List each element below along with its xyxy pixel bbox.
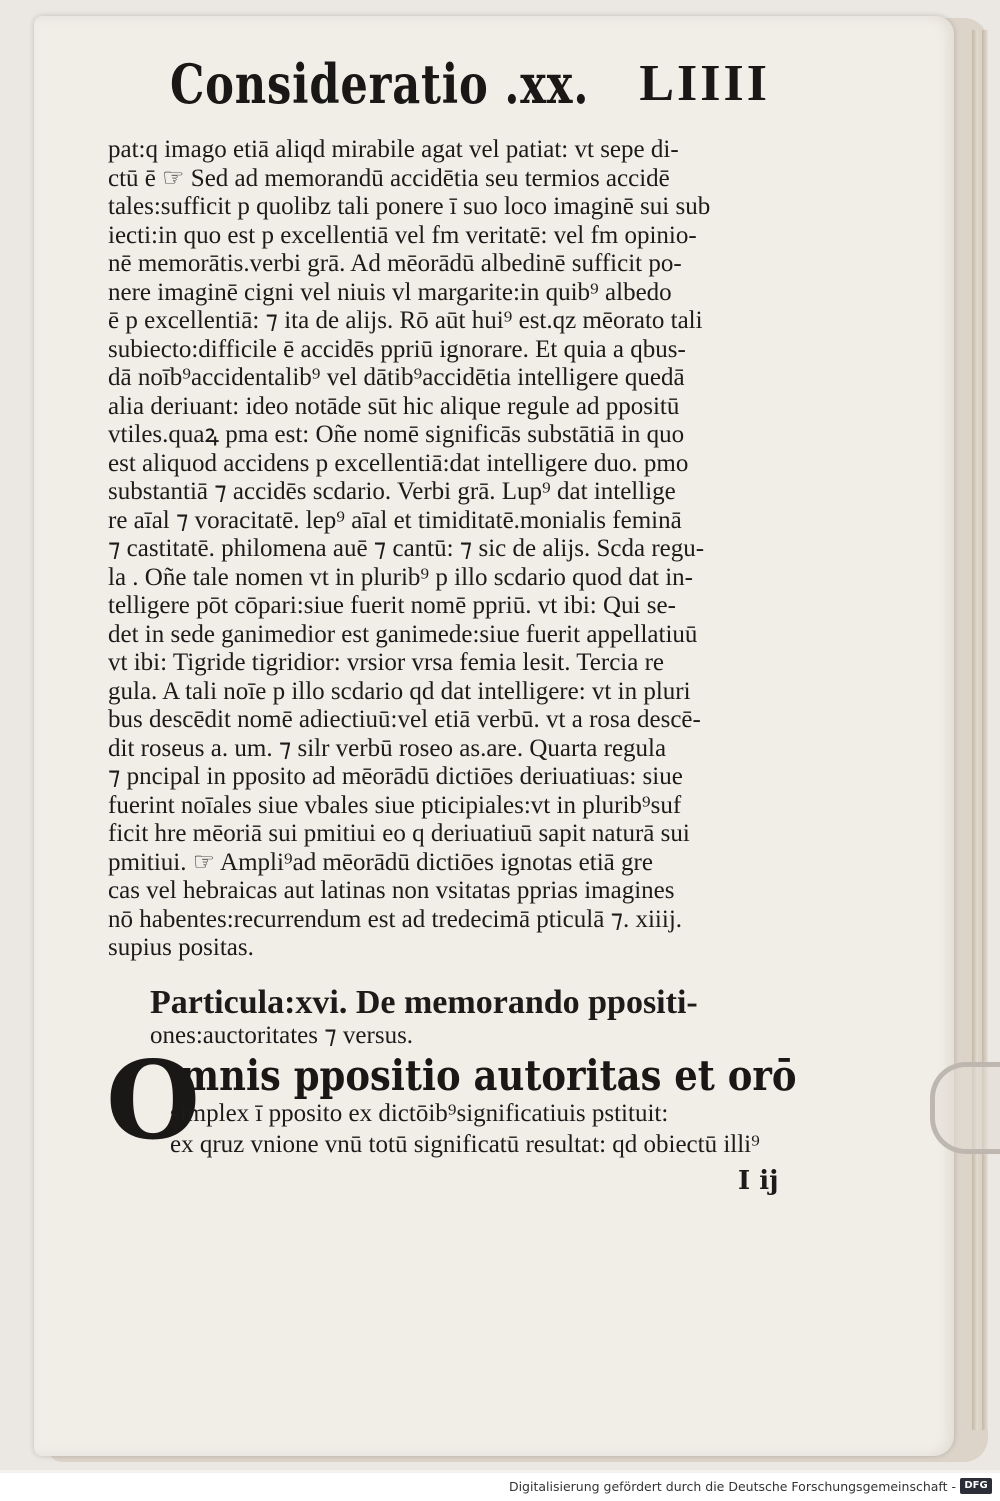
text-line: pmitiui. ☞ Ampli⁹ad mēorādū dictiōes ignotas etiā gre	[108, 848, 653, 876]
text-line: nē memorātis.verbi grā. Ad mēorādū albedinē sufficit po-	[108, 250, 682, 277]
continuation-text	[170, 1098, 790, 1160]
dfg-logo: DFG	[960, 1478, 992, 1494]
text-line: nere imaginē cigni vel niuis vl margarite:in quib⁹ albedo	[108, 278, 672, 306]
text-line: ⁊ castitatē. philomena auē ⁊ cantū: ⁊ sic de alijs. Scda regu-	[108, 535, 705, 562]
text-line: re aīal ⁊ voracitatē. lep⁹ aīal et timiditatē.monialis feminā	[108, 506, 682, 534]
text-line: supius positas.	[108, 934, 254, 961]
text-line: tales:sufficit p quolibz tali ponere ī suo loco imaginē sui sub	[108, 193, 711, 220]
text-line: ctū ē ☞ Sed ad memorandū accidētia seu termios accidē	[108, 164, 670, 192]
opening-line: mnis ppositio autoritas et orō	[180, 1051, 797, 1100]
text-line: simplex ī pposito ex dictōib⁹significatiuis pstituit:	[170, 1100, 669, 1127]
heading-line: ones:auctoritates ⁊ versus.	[150, 1022, 414, 1049]
text-line: substantiā ⁊ accidēs scdario. Verbi grā. Lup⁹ dat intellige	[108, 478, 676, 505]
text-line: pat:q imago etiā aliqd mirabile agat vel patiat: vt sepe di-	[108, 136, 679, 163]
text-line: dit roseus a. um. ⁊ silr verbū roseo as.are. Quarta regula	[108, 734, 667, 762]
text-line: ⁊ pncipal in pposito ad mēorādū dictiōes deriuatiuas: siue	[108, 763, 683, 790]
footer-bar	[0, 1473, 1000, 1501]
text-line: iecti:in quo est p excellentiā vel fm veritatē: vel fm opinio-	[108, 221, 697, 249]
text-line: ex qruz vnione vnū totū significatū resultat: qd obiectū illi⁹	[170, 1131, 760, 1158]
heading-line: Particula:xvi. De memorando ppositi-	[150, 984, 698, 1021]
folio-number: LIIII	[639, 55, 770, 112]
text-line: subiecto:difficile ē accidēs ppriū ignorare. Et quia a qbus-	[108, 335, 686, 363]
text-line: alia deriuant: ideo notāde sūt hic alique regule ad ppositū	[108, 392, 680, 420]
text-line: la . Oñe tale nomen vt in plurib⁹ p illo scdario quod dat in-	[108, 563, 693, 591]
text-line: nō habentes:recurrendum est ad tredecimā pticulā ⁊. xiiij.	[108, 905, 683, 933]
text-line: gula. A tali noīe p illo scdario qd dat intelligere: vt in pluri	[108, 677, 691, 705]
text-line: est aliquod accidens p excellentiā:dat intelligere duo. pmo	[108, 449, 689, 477]
signature-mark: I ij	[738, 1166, 779, 1196]
running-title: Consideratio .xx.	[170, 52, 590, 116]
page-clip	[930, 1062, 1000, 1154]
text-line: cas vel hebraicas aut latinas non vsitatas pprias imagines	[108, 877, 675, 904]
text-line: vt ibi: Tigride tigridior: vrsior vrsa femia lesit. Tercia re	[108, 649, 665, 676]
funding-notice: Digitalisierung gefördert durch die Deutsche Forschungsgemeinschaft -	[508, 1479, 956, 1494]
text-line: telligere pōt cōpari:siue fuerit nomē ppriū. vt ibi: Qui se-	[108, 592, 676, 619]
text-line: fuerint noīales siue vbales siue pticipiales:vt in plurib⁹suf	[108, 791, 682, 819]
text-line: dā noīb⁹accidentalib⁹ vel dātib⁹accidētia intelligere quedā	[108, 364, 685, 391]
page-header	[170, 52, 770, 130]
page-edge	[982, 30, 988, 1430]
page-edge	[972, 30, 978, 1430]
text-line: bus descēdit nomē adiectiuū:vel etiā verbū. vt a rosa descē-	[108, 706, 701, 733]
text-line: det in sede ganimedior est ganimede:siue fuerit appellatiuū	[108, 620, 698, 648]
body-text	[108, 136, 792, 963]
decorated-initial: O	[106, 1038, 201, 1164]
text-line: ficit hre mēoriā sui pmitiui eo q deriuatiuū sapit naturā sui	[108, 820, 690, 847]
text-line: ē p excellentiā: ⁊ ita de alijs. Rō aūt hui⁹ est.qz mēorato tali	[108, 307, 703, 334]
text-line: vtiles.quaꝝ pma est: Oñe nomē significās substātiā in quo	[108, 421, 685, 448]
section-heading	[150, 984, 790, 1050]
